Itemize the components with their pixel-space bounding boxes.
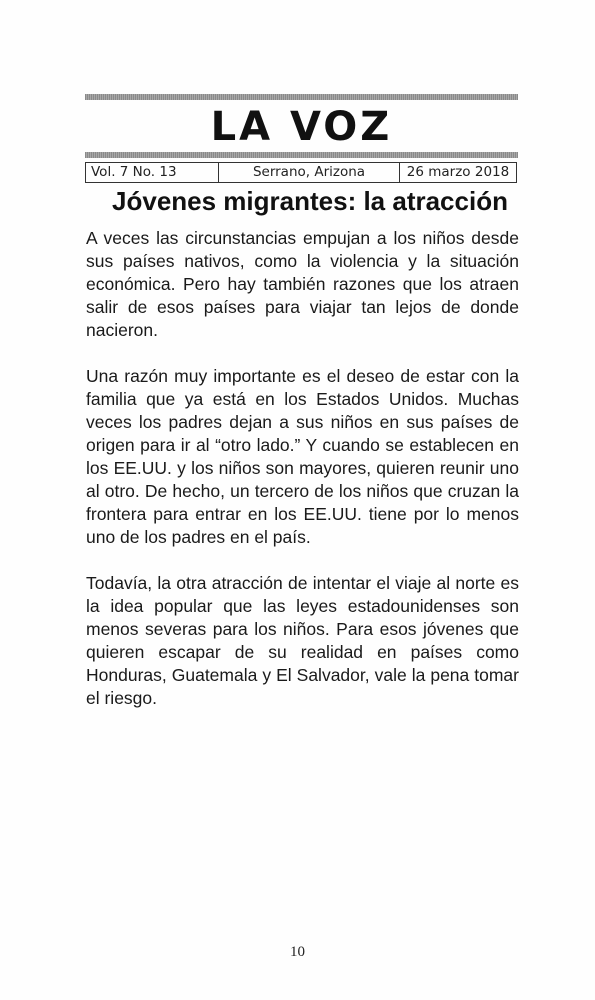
article-paragraph: A veces las circunstancias empujan a los niños desde sus países nativos, como la violencia y la situación económica. Pero hay también razones que los atraen salir de esos países para viajar tan lejos de donde nacieron. bbox=[86, 228, 519, 340]
article-headline: Jóvenes migrantes: la atracción bbox=[112, 186, 508, 216]
article-paragraph: Todavía, la otra atracción de intentar el viaje al norte es la idea popular que las leyes estadounidenses son menos severas para los niños. Para esos jóvenes que quieren escapar de su realidad en países como Honduras, Guatemala y El Salvador, vale la pena tomar el riesgo. bbox=[86, 573, 519, 708]
article-paragraph: Una razón muy importante es el deseo de estar con la familia que ya está en los Estados Unidos. Muchas veces los padres dejan a sus niños en sus países de origen para ir al “otro lado.” Y cuando se establecen en los EE.UU. y los niños son mayores, quieren reunir uno al otro. De hecho, un tercero de los niños que cruzan la frontera para entrar en los EE.UU. tiene por lo menos uno de los padres en el país. bbox=[86, 366, 519, 547]
issue-info-bar bbox=[85, 162, 517, 183]
page-number: 10 bbox=[290, 944, 305, 960]
article-body bbox=[86, 227, 519, 733]
masthead-bottom-rule bbox=[85, 152, 518, 158]
issue-location: Serrano, Arizona bbox=[219, 163, 400, 182]
issue-date: 26 marzo 2018 bbox=[406, 164, 510, 180]
newspaper-title: LA VOZ bbox=[210, 104, 393, 150]
masthead-top-rule bbox=[85, 94, 518, 100]
issue-volume: Vol. 7 No. 13 bbox=[86, 163, 219, 182]
